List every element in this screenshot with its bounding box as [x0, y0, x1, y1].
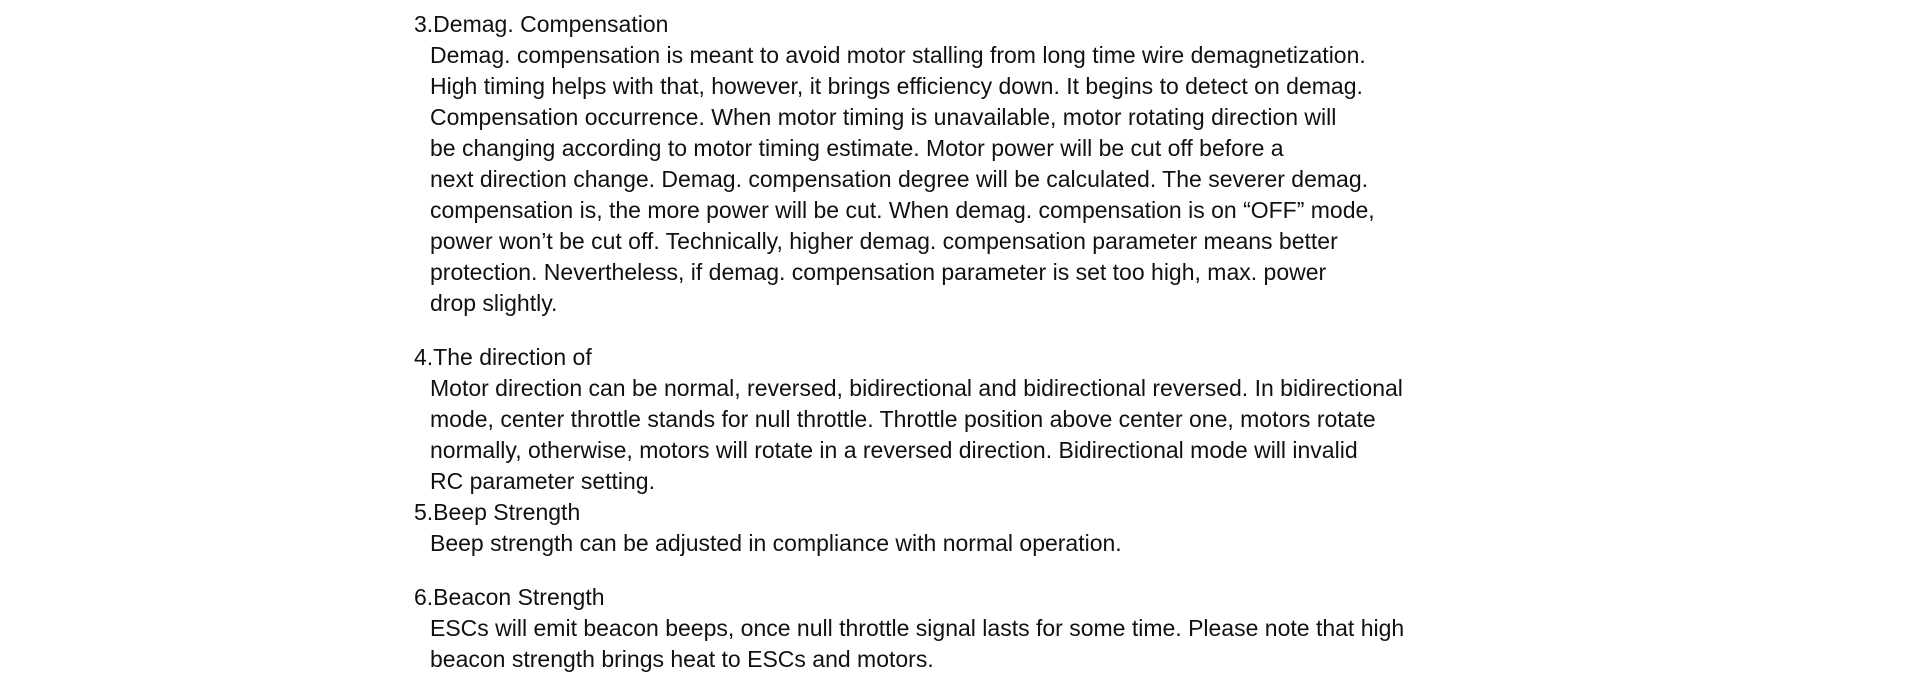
text-line: ESCs will emit beacon beeps, once null throttle signal lasts for some time. Please note that high — [430, 615, 1405, 641]
text-line: power won’t be cut off. Technically, higher demag. compensation parameter means better — [430, 228, 1338, 254]
text-line: Motor direction can be normal, reversed, bidirectional and bidirectional reversed. In bidirectional — [430, 375, 1403, 401]
document-body — [414, 9, 1514, 675]
section-direction — [414, 342, 1514, 497]
text-line: Demag. compensation is meant to avoid motor stalling from long time wire demagnetization. — [430, 42, 1366, 68]
text-line: RC parameter setting. — [430, 468, 655, 494]
text-line: drop slightly. — [430, 290, 558, 316]
section-text — [414, 528, 1514, 559]
section-heading: 4.The direction of — [414, 344, 592, 370]
text-line: beacon strength brings heat to ESCs and motors. — [430, 646, 934, 672]
section-text — [414, 40, 1514, 319]
section-heading: 6.Beacon Strength — [414, 584, 605, 610]
text-line: protection. Nevertheless, if demag. compensation parameter is set too high, max. power — [430, 259, 1327, 285]
text-line: Compensation occurrence. When motor timing is unavailable, motor rotating direction will — [430, 104, 1337, 130]
section-text — [414, 613, 1514, 675]
text-line: compensation is, the more power will be cut. When demag. compensation is on “OFF” mode, — [430, 197, 1375, 223]
text-line: next direction change. Demag. compensation degree will be calculated. The severer demag. — [430, 166, 1369, 192]
section-heading: 3.Demag. Compensation — [414, 11, 669, 37]
section-beacon-strength — [414, 582, 1514, 675]
text-line: Beep strength can be adjusted in compliance with normal operation. — [430, 530, 1122, 556]
section-text — [414, 373, 1514, 497]
section-beep-strength — [414, 497, 1514, 559]
text-line: mode, center throttle stands for null throttle. Throttle position above center one, motors rotate — [430, 406, 1376, 432]
section-heading: 5.Beep Strength — [414, 499, 581, 525]
text-line: High timing helps with that, however, it brings efficiency down. It begins to detect on demag. — [430, 73, 1363, 99]
text-line: be changing according to motor timing estimate. Motor power will be cut off before a — [430, 135, 1284, 161]
section-demag-compensation — [414, 9, 1514, 319]
text-line: normally, otherwise, motors will rotate in a reversed direction. Bidirectional mode will invalid — [430, 437, 1358, 463]
